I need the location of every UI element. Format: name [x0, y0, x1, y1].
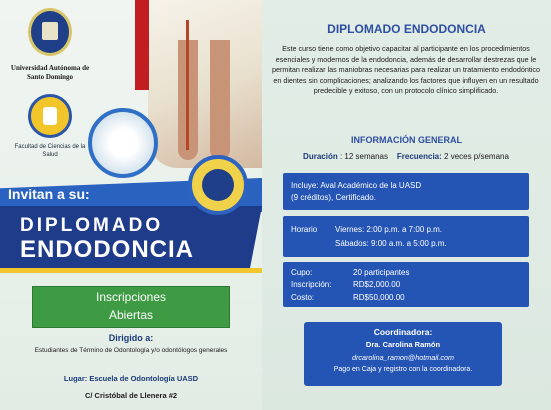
coordinator-heading: Coordinadora: — [373, 327, 433, 337]
schedule-label: Horario — [291, 225, 318, 234]
school-seal — [188, 155, 248, 215]
course-title: DIPLOMADO ENDODONCIA — [327, 22, 486, 36]
invitation-text: Invitan a su: — [8, 186, 90, 202]
faculty-name: Facultad de Ciencias de la Salud — [14, 144, 86, 158]
audience-text: Estudiantes de Término de Odontología y/o odontólogos generales — [34, 347, 228, 354]
info-heading: INFORMACIÓN GENERAL — [351, 135, 462, 145]
tooth-photo-circle — [88, 108, 158, 178]
schedule-line1: Viernes: 2:00 p.m. a 7:00 p.m. — [335, 225, 443, 234]
payment-note: Pago en Caja y registro con la coordinadora. — [333, 366, 473, 373]
uasd-logo — [28, 8, 72, 56]
includes-line1: Incluye: Aval Académico de la UASD — [291, 181, 422, 190]
includes-line2: (9 créditos), Certificado. — [291, 193, 376, 202]
registration-line1: Inscripciones — [95, 290, 167, 304]
faculty-logo — [28, 94, 72, 138]
banner-title-line1: DIPLOMADO — [20, 215, 164, 236]
capacity-value: 20 participantes — [353, 268, 410, 277]
enrollment-label: Inscripción: — [291, 280, 332, 289]
capacity-label: Cupo: — [291, 268, 313, 277]
university-name: Universidad Autónoma de Santo Domingo — [10, 64, 90, 81]
yellow-divider — [0, 268, 262, 273]
audience-heading: Dirigido a: — [108, 333, 154, 343]
frequency-label: Frecuencia: — [396, 152, 442, 161]
address-text: C/ Cristóbal de Llenera #2 — [84, 391, 178, 400]
schedule-line2: Sábados: 9:00 a.m. a 5:00 p.m. — [335, 239, 447, 248]
coordinator-name: Dra. Carolina Ramón — [365, 340, 441, 349]
course-description: Este curso tiene como objetivo capacitar al participante en los procedimientos esenciales y modernos de la endodoncia, además de desarrollar destrezas que le permitan realizar las maniobras necesarias para realizar un tratamiento endodóntico en dientes sin complicaciones; analizando los factores que influyen en un resultado predecible y exitoso, con un protocolo clínico simplificado. — [271, 44, 541, 95]
schedule-box — [283, 216, 529, 257]
registration-line2: Abiertas — [108, 308, 154, 322]
cost-value: RD$50,000.00 — [353, 293, 405, 302]
frequency-value: 2 veces p/semana — [444, 152, 509, 161]
tooth-root-shape — [210, 40, 230, 160]
banner-title-line2: ENDODONCIA — [20, 236, 195, 263]
coordinator-email[interactable]: drcarolina_ramon@hotmail.com — [352, 353, 454, 362]
tooth-illustration — [148, 0, 262, 168]
enrollment-value: RD$2,000.00 — [353, 280, 401, 289]
red-accent-bar — [135, 0, 149, 90]
duration-value: : 12 semanas — [339, 152, 388, 161]
cost-label: Costo: — [291, 293, 315, 302]
duration-frequency — [270, 152, 542, 161]
duration-label: Duración — [303, 152, 338, 161]
endodontic-file-shape — [186, 20, 189, 150]
location-text: Lugar: Escuela de Odontología UASD — [63, 374, 199, 383]
